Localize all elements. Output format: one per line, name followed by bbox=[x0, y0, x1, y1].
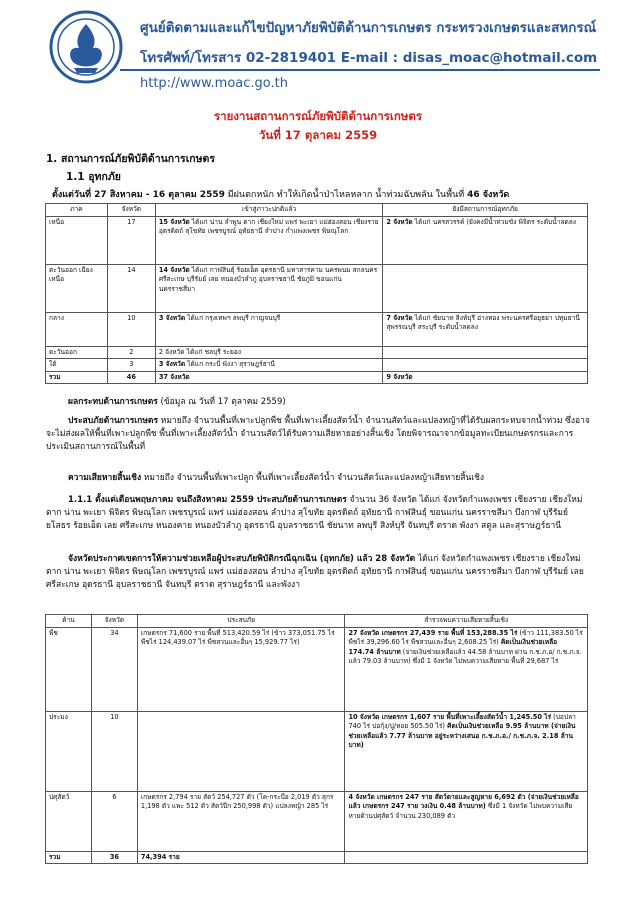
impact-affected-provinces bbox=[46, 494, 591, 534]
section-heading: 1. สถานการณ์ภัยพิบัติด้านการเกษตร bbox=[46, 153, 216, 165]
row-ongoing bbox=[383, 216, 588, 264]
impact-heading-date: (ข้อมูล ณ วันที่ 17 ตุลาคม 2559) bbox=[157, 397, 286, 407]
row-normal bbox=[155, 359, 383, 372]
table-row bbox=[46, 312, 588, 346]
row-side: พืช bbox=[46, 627, 92, 711]
header-affected: ประสบภัย bbox=[137, 615, 345, 628]
row-normal-bold: 3 จังหวัด bbox=[158, 360, 186, 369]
header-region: ภาค bbox=[46, 204, 108, 217]
row-normal: 2 จังหวัด ได้แก่ ชลบุรี ระยอง bbox=[155, 346, 383, 359]
header-divider bbox=[120, 69, 600, 71]
header-contact: โทรศัพท์/โทรสาร 02-2819401 E-mail : disas_moac@hotmail.com bbox=[140, 50, 598, 66]
row-ongoing-text: ได้แก่ ชัยนาท สิงห์บุรี อ่างทอง พระนครศรีอยุธยา ปทุมธานี สุพรรณบุรี สระบุรี ระดับน้ำลดลง bbox=[386, 313, 580, 332]
lead-period: ตั้งแต่วันที่ 27 สิงหาคม - 16 ตุลาคม 2559 bbox=[52, 190, 225, 200]
row-normal-text: ได้แก่ น่าน ลำพูน ตาก เชียงใหม่ แพร่ พะเยา แม่ฮ่องสอน เชียงราย อุตรดิตถ์ สุโขทัย เพชรบูรณ์ อุทัยธานี ลำปาง กำแพงเพชร พิษณุโลก bbox=[158, 217, 379, 236]
row-count: 2 bbox=[107, 346, 155, 359]
row-normal-bold: 14 จังหวัด bbox=[158, 265, 190, 274]
report-title: รายงานสถานการณ์ภัยพิบัติด้านการเกษตร bbox=[213, 109, 423, 123]
header-url-link[interactable]: http://www.moac.go.th bbox=[140, 76, 288, 91]
row-normal-bold: 15 จังหวัด bbox=[158, 217, 190, 226]
row-ongoing bbox=[383, 264, 588, 312]
row-loss bbox=[345, 711, 588, 791]
row-side: ประมง bbox=[46, 711, 92, 791]
agri-impact-table bbox=[45, 614, 588, 864]
header-province-count: จังหวัด bbox=[91, 615, 137, 628]
row-loss-bold: 27 จังหวัด เกษตรกร 27,439 ราย พื้นที่ 153,288.35 ไร่ bbox=[348, 628, 518, 637]
row-normal bbox=[155, 216, 383, 264]
impact-declared-provinces bbox=[46, 553, 591, 593]
table-header-row bbox=[46, 204, 588, 217]
header-province-count: จังหวัด bbox=[107, 204, 155, 217]
moac-seal-logo bbox=[49, 10, 123, 84]
table-row bbox=[46, 264, 588, 312]
row-region: เหนือ bbox=[46, 216, 108, 264]
total-count: 46 bbox=[107, 371, 155, 384]
impact-term-loss: ความเสียหายสิ้นเชิง bbox=[68, 473, 142, 483]
row-ongoing-bold: 7 จังหวัด bbox=[386, 313, 413, 322]
impact-heading-bold: ผลกระทบด้านการเกษตร bbox=[68, 397, 158, 407]
total-count: 36 bbox=[91, 851, 137, 864]
row-ongoing-bold: 2 จังหวัด bbox=[386, 217, 413, 226]
row-loss-text: ซึ่งมี 1 จังหวัด ไม่พบความเสียหายด้านปศุสัตว์ จำนวน 230,089 ตัว bbox=[348, 802, 573, 820]
row-loss-bold: 4 จังหวัด เกษตรกร 247 ราย สัตว์ตายและสูญหาย 6,692 ตัว (จ่ายเงินช่วยเหลือแล้ว เกษตรกร 247 ราย วงเงิน 0.48 ล้านบาท) bbox=[348, 792, 579, 811]
row-loss-text: (บ่อปลา 740 ไร่ บ่อกุ้ง/ปู/หอย 505.50 ไร่) bbox=[348, 712, 576, 731]
row-affected: เกษตรกร 71,600 ราย พื้นที่ 513,420.59 ไร่ (ข้าว 373,051.75 ไร่ พืชไร่ 124,439.07 ไร่ พืชสวนและอื่นๆ 15,929.77 ไร่) bbox=[137, 627, 345, 711]
table-total-row bbox=[46, 851, 588, 864]
row-loss-bold2: คิดเป็นเงินช่วยเหลือ 174.74 ล้านบาท bbox=[348, 638, 558, 656]
row-count: 6 bbox=[91, 791, 137, 851]
total-normal: 37 จังหวัด bbox=[155, 371, 383, 384]
row-region: กลาง bbox=[46, 312, 108, 346]
impact-loss-text: หมายถึง จำนวนพื้นที่เพาะปลูก พื้นที่เพาะเลี้ยงสัตว์น้ำ จำนวนสัตว์และแปลงหญ้าเสียหายสิ้นเชิง bbox=[141, 473, 485, 483]
row-loss-rest: (จ่ายเงินช่วยเหลือแล้ว 44.58 ล้านบาท ผ่าน ก.ช.ภ.อ/ ก.ช.ภ.จ. แล้ว 79.03 ล้านบาท) ซึ่งมี 1 จังหวัด ไม่พบความเสียหาย พื้นที่ 29,687 ไร่ bbox=[348, 647, 582, 666]
row-loss bbox=[345, 627, 588, 711]
table-row bbox=[46, 216, 588, 264]
row-affected: เกษตรกร 2,794 ราย สัตว์ 254,727 ตัว (โค-กระบือ 2,019 ตัว สุกร 1,198 ตัว แพะ 512 ตัว สัตว์ปีก 250,998 ตัว) แปลงหญ้า 285 ไร่ bbox=[137, 791, 345, 851]
row-region: ตะวันออก bbox=[46, 346, 108, 359]
impact-definition-affected bbox=[46, 415, 591, 455]
impact-heading bbox=[68, 396, 613, 409]
row-normal bbox=[155, 312, 383, 346]
total-ongoing: 9 จังหวัด bbox=[383, 371, 588, 384]
total-loss bbox=[345, 851, 588, 864]
total-label: รวม bbox=[46, 851, 92, 864]
row-ongoing bbox=[383, 359, 588, 372]
row-count: 17 bbox=[107, 216, 155, 264]
impact-declared-list: ได้แก่ จังหวัดกำแพงเพชร เชียงราย เชียงใหม่ ตาก น่าน พะเยา พิจิตร พิษณุโลก เพชรบูรณ์ แพร่ แม่ฮ่องสอน ลำปาง สุโขทัย อุตรดิตถ์ อุทัยธานี กาฬสินธุ์ ขอนแก่น นครราชสีมา บึงกาฬ บุรีรัมย์ เลย ศรีสะเกษ อุดรธานี อุบลราชธานี จันทบุรี ตราด สุราษฎร์ธานี และพังงา bbox=[46, 554, 584, 591]
row-loss-bold: 10 จังหวัด เกษตรกร 1,607 ราย พื้นที่เพาะเลี้ยงสัตว์น้ำ 1,245.50 ไร่ bbox=[348, 712, 552, 721]
row-loss-text: (ข้าว 111,383.50 ไร่ พืชไร่ 39,296.60 ไร่ พืชสวนและอื่นๆ 2,608.25 ไร่) bbox=[348, 628, 583, 647]
total-affected: 74,394 ราย bbox=[137, 851, 345, 864]
row-side: ปศุสัตว์ bbox=[46, 791, 92, 851]
table-row bbox=[46, 791, 588, 851]
subsection-heading: 1.1 อุทกภัย bbox=[66, 171, 121, 183]
row-affected bbox=[137, 711, 345, 791]
table-row bbox=[46, 346, 588, 359]
row-normal-text: ได้แก่ กรุงเทพฯ ลพบุรี กาญจนบุรี bbox=[185, 313, 281, 322]
impact-definition-text: หมายถึง จำนวนพื้นที่เพาะปลูกพืช พื้นที่เพาะเลี้ยงสัตว์น้ำ จำนวนสัตว์และแปลงหญ้าที่ได้รับผลกระทบจากน้ำท่วม ซึ่งอาจจะไม่ส่งผลให้พื้นที่เพาะปลูกพืช พื้นที่เพาะเลี้ยงสัตว์น้ำ จำนวนสัตว์ได้รับความเสียหายอย่างสิ้นเชิง โดยพิจารณาจากข้อมูลทะเบียนเกษตรกรและการประเมินสถานการณ์ในพื้นที่ bbox=[46, 416, 590, 453]
impact-province-list: จำนวน 36 จังหวัด ได้แก่ จังหวัดกำแพงเพชร เชียงราย เชียงใหม่ ตาก น่าน พะเยา พิจิตร พิษณุโลก เพชรบูรณ์ แพร่ แม่ฮ่องสอน ลำปาง สุโขทัย อุตรดิตถ์ อุทัยธานี กาฬสินธุ์ ขอนแก่น นครราชสีมา บึงกาฬ บุรีรัมย์ ยโสธร ร้อยเอ็ด เลย ศรีสะเกษ หนองคาย หนองบัวลำภู อุดรธานี อุบลราชธานี ชัยนาท ลพบุรี สิงห์บุรี จันทบุรี ตราด พังงา สตูล และสุราษฎร์ธานี bbox=[46, 495, 583, 532]
row-loss bbox=[345, 791, 588, 851]
row-region: ตะวันออก เฉียงเหนือ bbox=[46, 264, 108, 312]
header-org-name: ศูนย์ติดตามและแก้ไขปัญหาภัยพิบัติด้านการเกษตร กระทรวงเกษตรและสหกรณ์ bbox=[140, 20, 597, 36]
impact-term-affected: ประสบภัยด้านการเกษตร bbox=[68, 416, 159, 426]
header-ongoing: ยังมีสถานการณ์อุทกภัย bbox=[383, 204, 588, 217]
flood-summary-lead bbox=[52, 187, 509, 201]
row-loss-bold2: คิดเป็นเงินช่วยเหลือ 9.95 ล้านบาท (จ่ายเงินช่วยเหลือแล้ว 7.77 ล้านบาท อยู่ระหว่างเสนอ ก.ช.ภ.อ./ ก.ช.ภ.จ. 2.18 ล้านบาท) bbox=[348, 722, 576, 750]
table-row bbox=[46, 359, 588, 372]
table-row bbox=[46, 627, 588, 711]
header-loss: สำรวจพบความเสียหายสิ้นเชิง bbox=[345, 615, 588, 628]
row-count: 14 bbox=[107, 264, 155, 312]
row-normal bbox=[155, 264, 383, 312]
report-date: วันที่ 17 ตุลาคม 2559 bbox=[258, 128, 378, 142]
row-ongoing-text: ได้แก่ นครสวรรค์ (ยังคงมีน้ำท่วมขัง พิจิตร ระดับน้ำลดลง bbox=[412, 217, 576, 226]
impact-definition-loss bbox=[46, 472, 591, 485]
header-side: ด้าน bbox=[46, 615, 92, 628]
impact-declared-bold: จังหวัดประกาศเขตการให้ความช่วยเหลือผู้ประสบภัยพิบัติกรณีฉุกเฉิน (อุทกภัย) แล้ว 28 จังหวัด bbox=[68, 554, 416, 564]
lead-province-count: 46 จังหวัด bbox=[467, 190, 510, 200]
impact-period-bold: 1.1.1 ตั้งแต่เดือนพฤษภาคม จนถึงสิงหาคม 2559 ประสบภัยด้านการเกษตร bbox=[68, 495, 347, 505]
table-total-row bbox=[46, 371, 588, 384]
row-normal-bold: 3 จังหวัด bbox=[158, 313, 186, 322]
row-region: ใต้ bbox=[46, 359, 108, 372]
lead-text: มีฝนตกหนัก ทำให้เกิดน้ำป่าไหลหลาก น้ำท่วมฉับพลัน ในพื้นที่ bbox=[224, 190, 468, 200]
row-count: 10 bbox=[91, 711, 137, 791]
row-count: 10 bbox=[107, 312, 155, 346]
row-count: 34 bbox=[91, 627, 137, 711]
table-header-row bbox=[46, 615, 588, 628]
table-row bbox=[46, 711, 588, 791]
total-label: รวม bbox=[46, 371, 108, 384]
row-ongoing bbox=[383, 312, 588, 346]
row-normal-text: ได้แก่ กาฬสินธุ์ ร้อยเอ็ด อุดรธานี มหาสารคาม นครพนม สกลนคร ศรีสะเกษ บุรีรัมย์ เลย หนองบัวลำภู อุบลราชธานี ชัยภูมิ ขอนแก่น นครราชสีมา bbox=[158, 265, 378, 293]
flood-region-table bbox=[45, 203, 588, 384]
row-ongoing bbox=[383, 346, 588, 359]
row-normal-text: ได้แก่ กระบี่ พังงา สุราษฎร์ธานี bbox=[185, 360, 275, 369]
header-normal: เข้าสู่ภาวะปกติแล้ว bbox=[155, 204, 383, 217]
row-count: 3 bbox=[107, 359, 155, 372]
